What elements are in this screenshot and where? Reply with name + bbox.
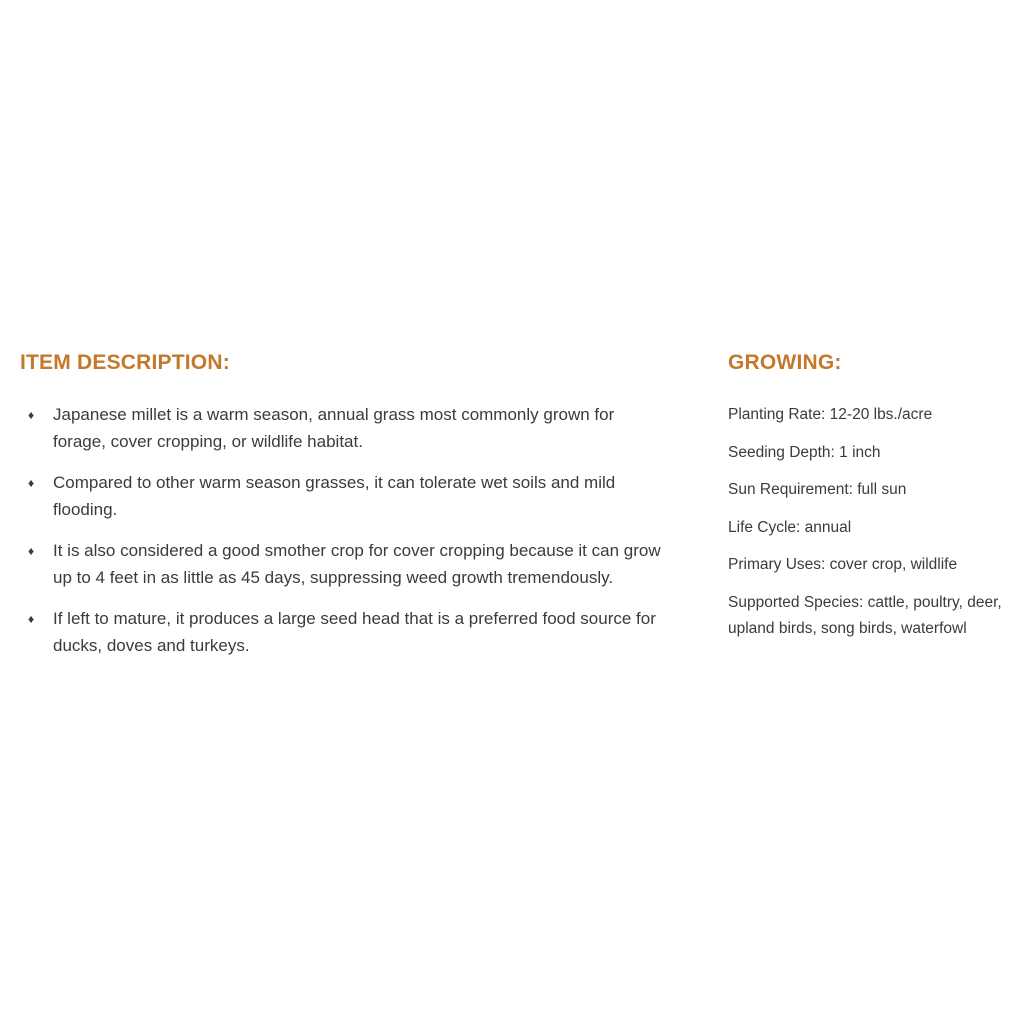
item-description-list (20, 402, 665, 659)
bullet-item (20, 538, 665, 591)
growing-fact: Planting Rate: 12-20 lbs./acre (728, 406, 933, 423)
diamond-bullet-icon: ♦ (28, 544, 35, 558)
growing-fact: Sun Requirement: full sun (728, 481, 907, 498)
diamond-bullet-icon: ♦ (28, 408, 35, 422)
content-columns (0, 350, 1024, 674)
diamond-bullet-icon: ♦ (28, 612, 35, 626)
item-description-section (20, 350, 665, 674)
item-description-heading: ITEM DESCRIPTION: (20, 351, 230, 374)
growing-fact: Primary Uses: cover crop, wildlife (728, 556, 958, 573)
bullet-item-text: Compared to other warm season grasses, it can tolerate wet soils and mild flooding. (53, 473, 616, 519)
growing-fact: Life Cycle: annual (728, 518, 852, 536)
bullet-item (20, 606, 665, 659)
growing-fact: Supported Species: cattle, poultry, deer, upland birds, song birds, waterfowl (728, 593, 1002, 637)
bullet-item-text: It is also considered a good smother crop for cover cropping because it can grow up to 4 feet in as little as 45 days, suppressing weed growth tremendously. (53, 541, 661, 587)
bullet-item-text: Japanese millet is a warm season, annual grass most commonly grown for forage, cover cropping, or wildlife habitat. (53, 405, 615, 451)
growing-heading: GROWING: (728, 351, 842, 374)
growing-section (728, 350, 1024, 653)
diamond-bullet-icon: ♦ (28, 476, 35, 490)
bullet-item-text: If left to mature, it produces a large seed head that is a preferred food source for ducks, doves and turkeys. (53, 609, 656, 655)
growing-fact: Seeding Depth: 1 inch (728, 443, 881, 461)
growing-fact-list (728, 402, 1024, 642)
bullet-item (20, 470, 665, 523)
bullet-item (20, 402, 665, 455)
